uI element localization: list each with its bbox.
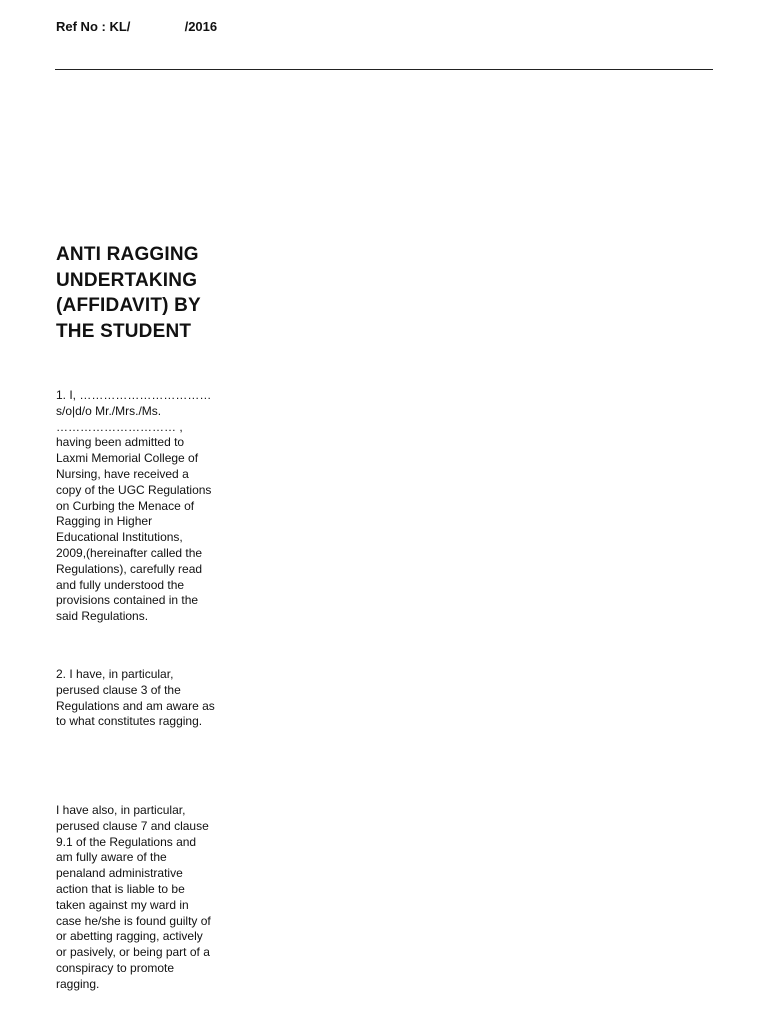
paragraph-line: 2. I have, in particular, [56,667,174,681]
paragraph-line: Laxmi Memorial College of [56,451,199,466]
paragraph-1 [56,388,231,625]
paragraph-line: perused clause 7 and clause [56,818,209,833]
paragraph-2 [56,667,231,730]
paragraph-line: said Regulations. [56,609,149,624]
paragraph-line: case he/she is found guilty of [56,913,211,928]
paragraph-line: 1. I, …………………………… [56,388,212,402]
title-line: (AFFIDAVIT) BY [56,295,201,316]
paragraph-line: perused clause 3 of the [56,682,181,697]
paragraph-line: Educational Institutions, [56,530,183,545]
paragraph-line: am fully aware of the [56,850,167,865]
paragraph-line: ragging. [56,976,100,991]
header-divider [55,69,713,70]
ref-year: /2016 [184,19,218,34]
paragraph-line: and fully understood the [56,577,185,592]
paragraph-line: 2009,(hereinafter called the [56,545,203,560]
paragraph-line: on Curbing the Menace of [56,498,195,513]
paragraph-line: or pasively, or being part of a [56,945,210,960]
paragraph-line: having been admitted to [56,435,185,450]
paragraph-line: Nursing, have received a [56,466,189,481]
title-line: UNDERTAKING [56,269,198,291]
title-line: THE STUDENT [56,320,192,342]
paragraph-line: or abetting ragging, actively [56,929,203,944]
reference-number [56,19,217,34]
document-title [56,242,246,344]
paragraph-line: taken against my ward in [56,897,189,912]
ref-label: Ref No : KL/ [56,19,131,34]
paragraph-line: s/o|d/o Mr./Mrs./Ms. [56,403,162,418]
paragraph-line: copy of the UGC Regulations [56,482,212,497]
paragraph-line: Ragging in Higher [56,514,153,529]
paragraph-3 [56,803,231,993]
paragraph-line: conspiracy to promote [56,960,175,975]
paragraph-line: I have also, in particular, [56,803,186,817]
paragraph-line: action that is liable to be [56,881,185,896]
paragraph-line: Regulations and am aware as [56,698,215,713]
title-line: ANTI RAGGING [56,244,199,265]
paragraph-line: 9.1 of the Regulations and [56,834,197,849]
paragraph-line: Regulations), carefully read [56,561,203,576]
paragraph-line: provisions contained in the [56,593,199,608]
paragraph-line: penaland administrative [56,866,183,881]
paragraph-line: ………………………… , [56,419,183,434]
paragraph-line: to what constitutes ragging. [56,714,203,729]
